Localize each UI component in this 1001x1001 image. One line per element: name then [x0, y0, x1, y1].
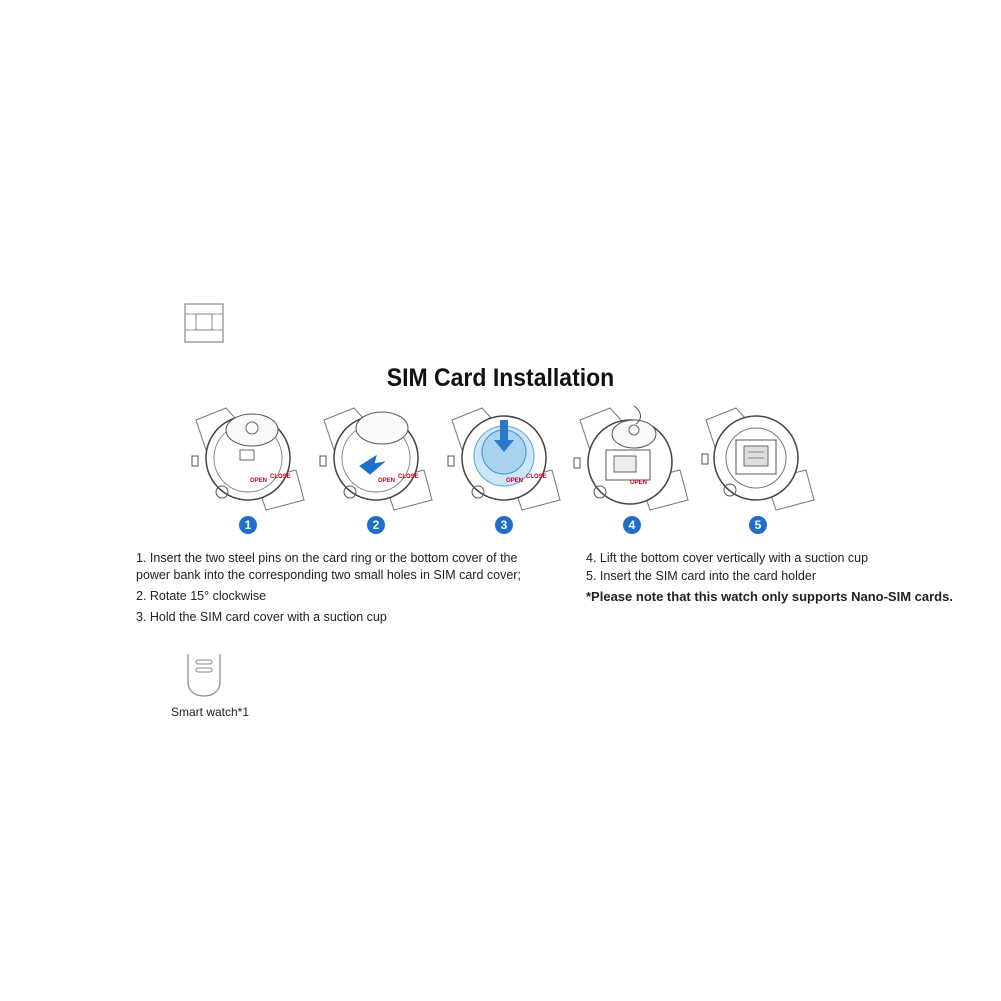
smart-watch-illustration	[184, 654, 224, 698]
instruction-step-4: 4. Lift the bottom cover vertically with a suction cup	[586, 551, 869, 565]
instruction-step-1: 1. Insert the two steel pins on the card ring or the bottom cover of the power bank into the corresponding two small holes in SIM card cover;	[136, 551, 521, 582]
close-label: CLOSE	[270, 474, 291, 480]
step-badge: 1	[239, 516, 257, 534]
step-5-illustration	[696, 400, 820, 540]
open-label: OPEN	[250, 478, 268, 484]
close-label: CLOSE	[398, 474, 419, 480]
step-1-illustration	[186, 400, 310, 540]
watch-strap-illustration	[182, 302, 226, 344]
watch-sim-holder-icon	[696, 400, 820, 518]
open-label: OPEN	[378, 478, 396, 484]
watch-pins-icon	[186, 400, 310, 518]
step-4-illustration	[570, 400, 694, 540]
instruction-step-2: 2. Rotate 15° clockwise	[136, 589, 267, 603]
step-badge: 3	[495, 516, 513, 534]
open-label: OPEN	[506, 478, 524, 484]
nano-sim-note: *Please note that this watch only supports Nano-SIM cards.	[586, 589, 953, 604]
page-title: SIM Card Installation	[386, 364, 615, 392]
watch-lift-icon	[570, 400, 694, 518]
instruction-step-3: 3. Hold the SIM card cover with a suction cup	[136, 610, 387, 624]
instructions-left	[136, 550, 536, 630]
watch-suction-icon	[442, 400, 566, 518]
close-label: CLOSE	[526, 474, 547, 480]
step-badge: 5	[749, 516, 767, 534]
package-caption: Smart watch*1	[170, 705, 250, 719]
instructions-right	[586, 550, 976, 609]
step-badge: 2	[367, 516, 385, 534]
step-3-illustration	[442, 400, 566, 540]
step-2-illustration	[314, 400, 438, 540]
step-badge: 4	[623, 516, 641, 534]
watch-rotate-icon	[314, 400, 438, 518]
svg-text:15°: 15°	[384, 467, 395, 474]
open-label: OPEN	[630, 480, 648, 486]
instruction-step-5: 5. Insert the SIM card into the card holder	[586, 569, 816, 583]
